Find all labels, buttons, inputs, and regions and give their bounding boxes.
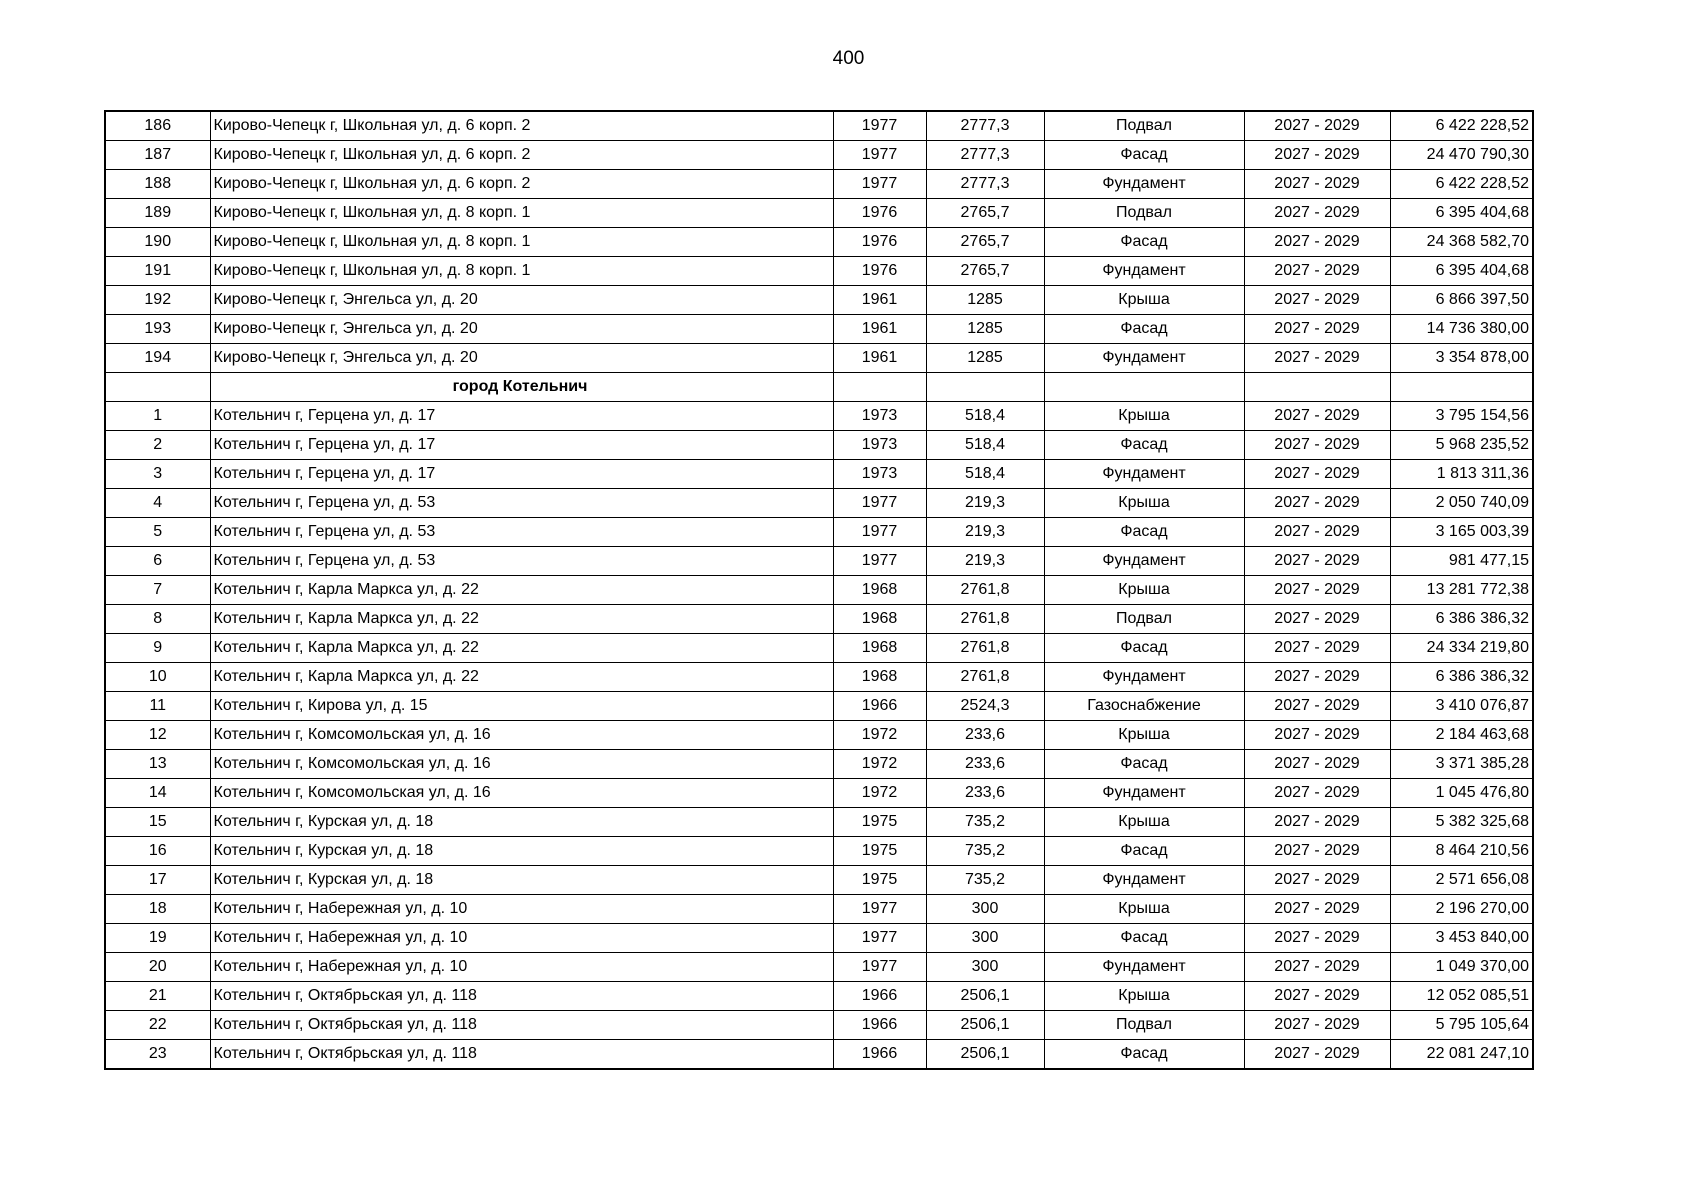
address-cell: Котельнич г, Курская ул, д. 18 [210, 837, 833, 866]
build-year-cell: 1976 [833, 199, 926, 228]
row-number-cell: 2 [105, 431, 210, 460]
row-number-cell: 22 [105, 1011, 210, 1040]
period-cell: 2027 - 2029 [1244, 111, 1390, 141]
area-cell: 2777,3 [926, 111, 1044, 141]
work-type-cell: Крыша [1044, 808, 1244, 837]
address-cell: Котельнич г, Октябрьская ул, д. 118 [210, 1011, 833, 1040]
table-row [105, 518, 1533, 547]
work-type-cell: Фундамент [1044, 170, 1244, 199]
work-type-cell: Фундамент [1044, 779, 1244, 808]
work-type-cell: Фасад [1044, 228, 1244, 257]
area-cell: 2761,8 [926, 605, 1044, 634]
build-year-cell: 1976 [833, 228, 926, 257]
row-number-cell: 186 [105, 111, 210, 141]
area-cell: 1285 [926, 286, 1044, 315]
build-year-cell: 1977 [833, 895, 926, 924]
cost-cell: 3 354 878,00 [1390, 344, 1533, 373]
address-cell: Котельнич г, Кирова ул, д. 15 [210, 692, 833, 721]
build-year-cell: 1977 [833, 111, 926, 141]
area-cell: 2777,3 [926, 170, 1044, 199]
address-cell: Котельнич г, Октябрьская ул, д. 118 [210, 982, 833, 1011]
build-year-cell: 1972 [833, 721, 926, 750]
area-cell: 2765,7 [926, 257, 1044, 286]
area-cell: 735,2 [926, 808, 1044, 837]
period-cell: 2027 - 2029 [1244, 286, 1390, 315]
period-cell: 2027 - 2029 [1244, 692, 1390, 721]
row-number-cell: 14 [105, 779, 210, 808]
area-cell: 219,3 [926, 518, 1044, 547]
row-number-cell: 4 [105, 489, 210, 518]
cost-cell: 1 045 476,80 [1390, 779, 1533, 808]
period-cell: 2027 - 2029 [1244, 170, 1390, 199]
cost-cell: 22 081 247,10 [1390, 1040, 1533, 1070]
table-row [105, 547, 1533, 576]
area-cell: 219,3 [926, 489, 1044, 518]
period-cell: 2027 - 2029 [1244, 750, 1390, 779]
work-type-cell: Фасад [1044, 634, 1244, 663]
cost-cell: 6 866 397,50 [1390, 286, 1533, 315]
page-number: 400 [832, 48, 865, 69]
cost-cell: 24 368 582,70 [1390, 228, 1533, 257]
area-cell [926, 373, 1044, 402]
work-type-cell: Крыша [1044, 576, 1244, 605]
cost-cell: 2 184 463,68 [1390, 721, 1533, 750]
cost-cell: 12 052 085,51 [1390, 982, 1533, 1011]
period-cell: 2027 - 2029 [1244, 866, 1390, 895]
work-type-cell: Фундамент [1044, 663, 1244, 692]
address-cell: Котельнич г, Карла Маркса ул, д. 22 [210, 663, 833, 692]
address-cell: Котельнич г, Набережная ул, д. 10 [210, 953, 833, 982]
period-cell: 2027 - 2029 [1244, 605, 1390, 634]
table-row [105, 402, 1533, 431]
cost-cell: 14 736 380,00 [1390, 315, 1533, 344]
work-type-cell: Фундамент [1044, 460, 1244, 489]
row-number-cell: 192 [105, 286, 210, 315]
area-cell: 2761,8 [926, 576, 1044, 605]
build-year-cell: 1972 [833, 750, 926, 779]
work-type-cell: Подвал [1044, 199, 1244, 228]
build-year-cell: 1977 [833, 170, 926, 199]
row-number-cell: 9 [105, 634, 210, 663]
table-row [105, 257, 1533, 286]
area-cell: 2765,7 [926, 199, 1044, 228]
row-number-cell: 12 [105, 721, 210, 750]
build-year-cell: 1961 [833, 286, 926, 315]
work-type-cell: Крыша [1044, 286, 1244, 315]
work-type-cell: Крыша [1044, 721, 1244, 750]
area-cell: 518,4 [926, 402, 1044, 431]
build-year-cell: 1975 [833, 866, 926, 895]
section-header-row [105, 373, 1533, 402]
table-row [105, 431, 1533, 460]
build-year-cell: 1972 [833, 779, 926, 808]
period-cell: 2027 - 2029 [1244, 895, 1390, 924]
address-cell: Кирово-Чепецк г, Школьная ул, д. 6 корп. 2 [210, 111, 833, 141]
period-cell: 2027 - 2029 [1244, 982, 1390, 1011]
table-row [105, 199, 1533, 228]
cost-cell [1390, 373, 1533, 402]
table-row [105, 721, 1533, 750]
cost-cell: 3 795 154,56 [1390, 402, 1533, 431]
build-year-cell: 1977 [833, 489, 926, 518]
table-row [105, 576, 1533, 605]
area-cell: 518,4 [926, 431, 1044, 460]
row-number-cell: 191 [105, 257, 210, 286]
area-cell: 2777,3 [926, 141, 1044, 170]
row-number-cell: 188 [105, 170, 210, 199]
work-type-cell: Подвал [1044, 1011, 1244, 1040]
build-year-cell: 1961 [833, 344, 926, 373]
address-cell: Котельнич г, Набережная ул, д. 10 [210, 924, 833, 953]
cost-cell: 8 464 210,56 [1390, 837, 1533, 866]
period-cell: 2027 - 2029 [1244, 837, 1390, 866]
address-cell: Котельнич г, Герцена ул, д. 17 [210, 431, 833, 460]
row-number-cell: 13 [105, 750, 210, 779]
area-cell: 2761,8 [926, 663, 1044, 692]
cost-cell: 6 422 228,52 [1390, 170, 1533, 199]
table-row [105, 982, 1533, 1011]
area-cell: 300 [926, 953, 1044, 982]
build-year-cell: 1977 [833, 924, 926, 953]
table-row [105, 489, 1533, 518]
build-year-cell: 1973 [833, 402, 926, 431]
period-cell: 2027 - 2029 [1244, 460, 1390, 489]
area-cell: 300 [926, 895, 1044, 924]
table-row [105, 634, 1533, 663]
address-cell: Котельнич г, Карла Маркса ул, д. 22 [210, 576, 833, 605]
cost-cell: 3 371 385,28 [1390, 750, 1533, 779]
work-type-cell: Газоснабжение [1044, 692, 1244, 721]
row-number-cell: 7 [105, 576, 210, 605]
table-row [105, 779, 1533, 808]
build-year-cell: 1977 [833, 141, 926, 170]
cost-cell: 1 049 370,00 [1390, 953, 1533, 982]
table-row [105, 460, 1533, 489]
cost-cell: 1 813 311,36 [1390, 460, 1533, 489]
period-cell: 2027 - 2029 [1244, 199, 1390, 228]
build-year-cell: 1966 [833, 982, 926, 1011]
work-type-cell: Фундамент [1044, 257, 1244, 286]
period-cell: 2027 - 2029 [1244, 489, 1390, 518]
address-cell: Котельнич г, Герцена ул, д. 17 [210, 460, 833, 489]
work-type-cell: Фасад [1044, 518, 1244, 547]
area-cell: 300 [926, 924, 1044, 953]
repair-schedule-table [104, 110, 1534, 1070]
period-cell: 2027 - 2029 [1244, 1040, 1390, 1070]
row-number-cell: 23 [105, 1040, 210, 1070]
work-type-cell: Фундамент [1044, 953, 1244, 982]
table-row [105, 1040, 1533, 1070]
area-cell: 518,4 [926, 460, 1044, 489]
build-year-cell: 1973 [833, 460, 926, 489]
table-row [105, 866, 1533, 895]
build-year-cell: 1961 [833, 315, 926, 344]
address-cell: Кирово-Чепецк г, Энгельса ул, д. 20 [210, 286, 833, 315]
area-cell: 735,2 [926, 837, 1044, 866]
area-cell: 2506,1 [926, 1040, 1044, 1070]
work-type-cell: Фундамент [1044, 344, 1244, 373]
address-cell: Котельнич г, Карла Маркса ул, д. 22 [210, 605, 833, 634]
work-type-cell: Фасад [1044, 141, 1244, 170]
work-type-cell: Фундамент [1044, 866, 1244, 895]
work-type-cell: Крыша [1044, 982, 1244, 1011]
section-title: город Котельнич [210, 373, 833, 402]
work-type-cell: Фасад [1044, 431, 1244, 460]
table-row [105, 663, 1533, 692]
row-number-cell: 189 [105, 199, 210, 228]
work-type-cell: Фасад [1044, 837, 1244, 866]
row-number-cell: 3 [105, 460, 210, 489]
build-year-cell: 1966 [833, 1011, 926, 1040]
address-cell: Котельнич г, Герцена ул, д. 53 [210, 489, 833, 518]
row-number-cell: 11 [105, 692, 210, 721]
build-year-cell: 1975 [833, 808, 926, 837]
address-cell: Котельнич г, Курская ул, д. 18 [210, 808, 833, 837]
area-cell: 2765,7 [926, 228, 1044, 257]
row-number-cell: 19 [105, 924, 210, 953]
work-type-cell: Фасад [1044, 750, 1244, 779]
cost-cell: 6 386 386,32 [1390, 663, 1533, 692]
row-number-cell: 18 [105, 895, 210, 924]
address-cell: Котельнич г, Комсомольская ул, д. 16 [210, 779, 833, 808]
cost-cell: 24 334 219,80 [1390, 634, 1533, 663]
build-year-cell: 1977 [833, 518, 926, 547]
cost-cell: 2 571 656,08 [1390, 866, 1533, 895]
cost-cell: 5 795 105,64 [1390, 1011, 1533, 1040]
period-cell: 2027 - 2029 [1244, 402, 1390, 431]
row-number-cell: 193 [105, 315, 210, 344]
area-cell: 233,6 [926, 750, 1044, 779]
table-row [105, 1011, 1533, 1040]
address-cell: Кирово-Чепецк г, Школьная ул, д. 8 корп. 1 [210, 228, 833, 257]
area-cell: 1285 [926, 344, 1044, 373]
build-year-cell: 1966 [833, 1040, 926, 1070]
period-cell: 2027 - 2029 [1244, 634, 1390, 663]
period-cell: 2027 - 2029 [1244, 1011, 1390, 1040]
row-number-cell: 194 [105, 344, 210, 373]
address-cell: Котельнич г, Октябрьская ул, д. 118 [210, 1040, 833, 1070]
row-number-cell: 21 [105, 982, 210, 1011]
address-cell: Кирово-Чепецк г, Энгельса ул, д. 20 [210, 344, 833, 373]
period-cell: 2027 - 2029 [1244, 518, 1390, 547]
period-cell: 2027 - 2029 [1244, 663, 1390, 692]
table-row [105, 692, 1533, 721]
area-cell: 219,3 [926, 547, 1044, 576]
work-type-cell: Подвал [1044, 111, 1244, 141]
table-row [105, 344, 1533, 373]
table-row [105, 315, 1533, 344]
table-row [105, 111, 1533, 141]
area-cell: 233,6 [926, 721, 1044, 750]
address-cell: Кирово-Чепецк г, Школьная ул, д. 8 корп. 1 [210, 257, 833, 286]
row-number-cell: 5 [105, 518, 210, 547]
work-type-cell [1044, 373, 1244, 402]
cost-cell: 6 395 404,68 [1390, 257, 1533, 286]
cost-cell: 24 470 790,30 [1390, 141, 1533, 170]
row-number-cell: 190 [105, 228, 210, 257]
build-year-cell: 1977 [833, 547, 926, 576]
row-number-cell: 8 [105, 605, 210, 634]
build-year-cell: 1968 [833, 663, 926, 692]
row-number-cell: 16 [105, 837, 210, 866]
table-row [105, 895, 1533, 924]
address-cell: Котельнич г, Карла Маркса ул, д. 22 [210, 634, 833, 663]
period-cell: 2027 - 2029 [1244, 721, 1390, 750]
period-cell: 2027 - 2029 [1244, 547, 1390, 576]
area-cell: 2524,3 [926, 692, 1044, 721]
cost-cell: 2 050 740,09 [1390, 489, 1533, 518]
area-cell: 2761,8 [926, 634, 1044, 663]
build-year-cell: 1977 [833, 953, 926, 982]
cost-cell: 981 477,15 [1390, 547, 1533, 576]
work-type-cell: Подвал [1044, 605, 1244, 634]
address-cell: Котельнич г, Герцена ул, д. 53 [210, 547, 833, 576]
cost-cell: 3 410 076,87 [1390, 692, 1533, 721]
area-cell: 233,6 [926, 779, 1044, 808]
period-cell: 2027 - 2029 [1244, 257, 1390, 286]
table-row [105, 141, 1533, 170]
period-cell: 2027 - 2029 [1244, 576, 1390, 605]
build-year-cell: 1976 [833, 257, 926, 286]
build-year-cell: 1966 [833, 692, 926, 721]
table-row [105, 170, 1533, 199]
period-cell: 2027 - 2029 [1244, 953, 1390, 982]
table-row [105, 750, 1533, 779]
row-number-cell: 20 [105, 953, 210, 982]
address-cell: Котельнич г, Курская ул, д. 18 [210, 866, 833, 895]
address-cell: Кирово-Чепецк г, Школьная ул, д. 8 корп. 1 [210, 199, 833, 228]
cost-cell: 6 422 228,52 [1390, 111, 1533, 141]
row-number-cell [105, 373, 210, 402]
row-number-cell: 17 [105, 866, 210, 895]
work-type-cell: Крыша [1044, 402, 1244, 431]
cost-cell: 5 968 235,52 [1390, 431, 1533, 460]
build-year-cell: 1968 [833, 576, 926, 605]
table-row [105, 953, 1533, 982]
cost-cell: 2 196 270,00 [1390, 895, 1533, 924]
address-cell: Котельнич г, Комсомольская ул, д. 16 [210, 750, 833, 779]
cost-cell: 6 395 404,68 [1390, 199, 1533, 228]
work-type-cell: Фасад [1044, 315, 1244, 344]
build-year-cell: 1968 [833, 634, 926, 663]
period-cell: 2027 - 2029 [1244, 344, 1390, 373]
work-type-cell: Крыша [1044, 895, 1244, 924]
period-cell: 2027 - 2029 [1244, 924, 1390, 953]
table-row [105, 228, 1533, 257]
cost-cell: 5 382 325,68 [1390, 808, 1533, 837]
row-number-cell: 187 [105, 141, 210, 170]
address-cell: Кирово-Чепецк г, Энгельса ул, д. 20 [210, 315, 833, 344]
cost-cell: 13 281 772,38 [1390, 576, 1533, 605]
row-number-cell: 6 [105, 547, 210, 576]
area-cell: 2506,1 [926, 1011, 1044, 1040]
period-cell: 2027 - 2029 [1244, 808, 1390, 837]
period-cell: 2027 - 2029 [1244, 228, 1390, 257]
work-type-cell: Фасад [1044, 1040, 1244, 1070]
period-cell: 2027 - 2029 [1244, 431, 1390, 460]
address-cell: Кирово-Чепецк г, Школьная ул, д. 6 корп. 2 [210, 141, 833, 170]
period-cell: 2027 - 2029 [1244, 315, 1390, 344]
row-number-cell: 1 [105, 402, 210, 431]
period-cell: 2027 - 2029 [1244, 779, 1390, 808]
cost-cell: 3 165 003,39 [1390, 518, 1533, 547]
cost-cell: 6 386 386,32 [1390, 605, 1533, 634]
area-cell: 735,2 [926, 866, 1044, 895]
address-cell: Котельнич г, Набережная ул, д. 10 [210, 895, 833, 924]
address-cell: Кирово-Чепецк г, Школьная ул, д. 6 корп. 2 [210, 170, 833, 199]
row-number-cell: 15 [105, 808, 210, 837]
address-cell: Котельнич г, Герцена ул, д. 17 [210, 402, 833, 431]
work-type-cell: Фасад [1044, 924, 1244, 953]
address-cell: Котельнич г, Герцена ул, д. 53 [210, 518, 833, 547]
cost-cell: 3 453 840,00 [1390, 924, 1533, 953]
build-year-cell [833, 373, 926, 402]
build-year-cell: 1973 [833, 431, 926, 460]
table-row [105, 808, 1533, 837]
build-year-cell: 1968 [833, 605, 926, 634]
table-row [105, 837, 1533, 866]
area-cell: 1285 [926, 315, 1044, 344]
work-type-cell: Крыша [1044, 489, 1244, 518]
period-cell: 2027 - 2029 [1244, 141, 1390, 170]
area-cell: 2506,1 [926, 982, 1044, 1011]
row-number-cell: 10 [105, 663, 210, 692]
table-row [105, 924, 1533, 953]
work-type-cell: Фундамент [1044, 547, 1244, 576]
table-row [105, 286, 1533, 315]
build-year-cell: 1975 [833, 837, 926, 866]
period-cell [1244, 373, 1390, 402]
address-cell: Котельнич г, Комсомольская ул, д. 16 [210, 721, 833, 750]
table-row [105, 605, 1533, 634]
